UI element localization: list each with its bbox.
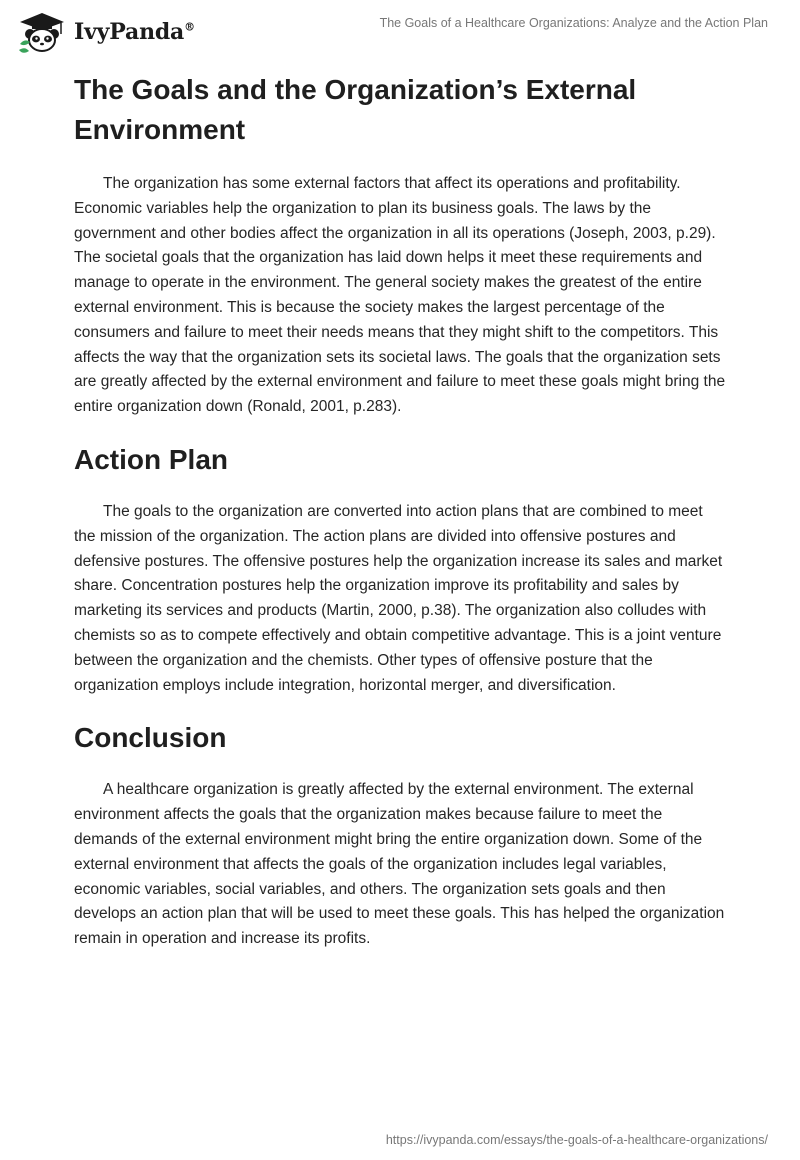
panda-graduate-icon [14,10,70,54]
ivypanda-logo[interactable] [14,10,195,54]
section-heading-conclusion: Conclusion [74,722,227,754]
section-heading-external-environment: The Goals and the Organization’s External Environment [74,74,637,145]
brand-name: IvyPanda® [74,19,195,45]
page-header [0,0,800,62]
document-title: The Goals of a Healthcare Organizations: Analyze and the Action Plan [379,16,768,30]
section-heading-action-plan: Action Plan [74,443,229,475]
section-paragraph-action-plan: The goals to the organization are converted into action plans that are combined to meet the mission of the organization. The action plans are divided into offensive postures and defensive postures. The offensive postures help the organization increase its sales and market share. Concentration postures help the organization improve its profitability and sales by marketing its services and products (Martin, 2000, p.38). The organization also colludes with chemists so as to compete effectively and obtain competitive advantage. This is a joint venture between the organization and the chemists. Other types of offensive posture that the organization employs include integration, horizontal merger, and diversification. [74,502,723,694]
section-paragraph-conclusion: A healthcare organization is greatly affected by the external environment. The external environment affects the goals that the organization makes because failure to meet the demands of the external environment might bring the entire organization down. Some of the external environment that affects the goals of the organization includes legal variables, economic variables, social variables, and others. The organization sets goals and then develops an action plan that will be used to meet these goals. This has helped the organization remain in operation and increase its profits. [74,781,725,948]
essay-content [74,70,726,952]
section-paragraph-external-environment: The organization has some external factors that affect its operations and profitability. Economic variables help the organization to plan its business goals. The laws by the government and other bodies affect the organization in all its operations (Joseph, 2003, p.29). The societal goals that the organization has laid down helps it meet these requirements and manage to operate in the environment. The general society makes the greatest of the entire external environment. This is because the society makes the largest percentage of the consumers and failure to meet their needs means that they might shift to the competitors. This affects the way that the organization sets its societal laws. The goals that the organization sets are greatly affected by the external environment and failure to meet these goals might bring the entire organization down (Ronald, 2001, p.283). [74,175,726,416]
source-url[interactable]: https://ivypanda.com/essays/the-goals-of-a-healthcare-organizations/ [385,1133,768,1147]
